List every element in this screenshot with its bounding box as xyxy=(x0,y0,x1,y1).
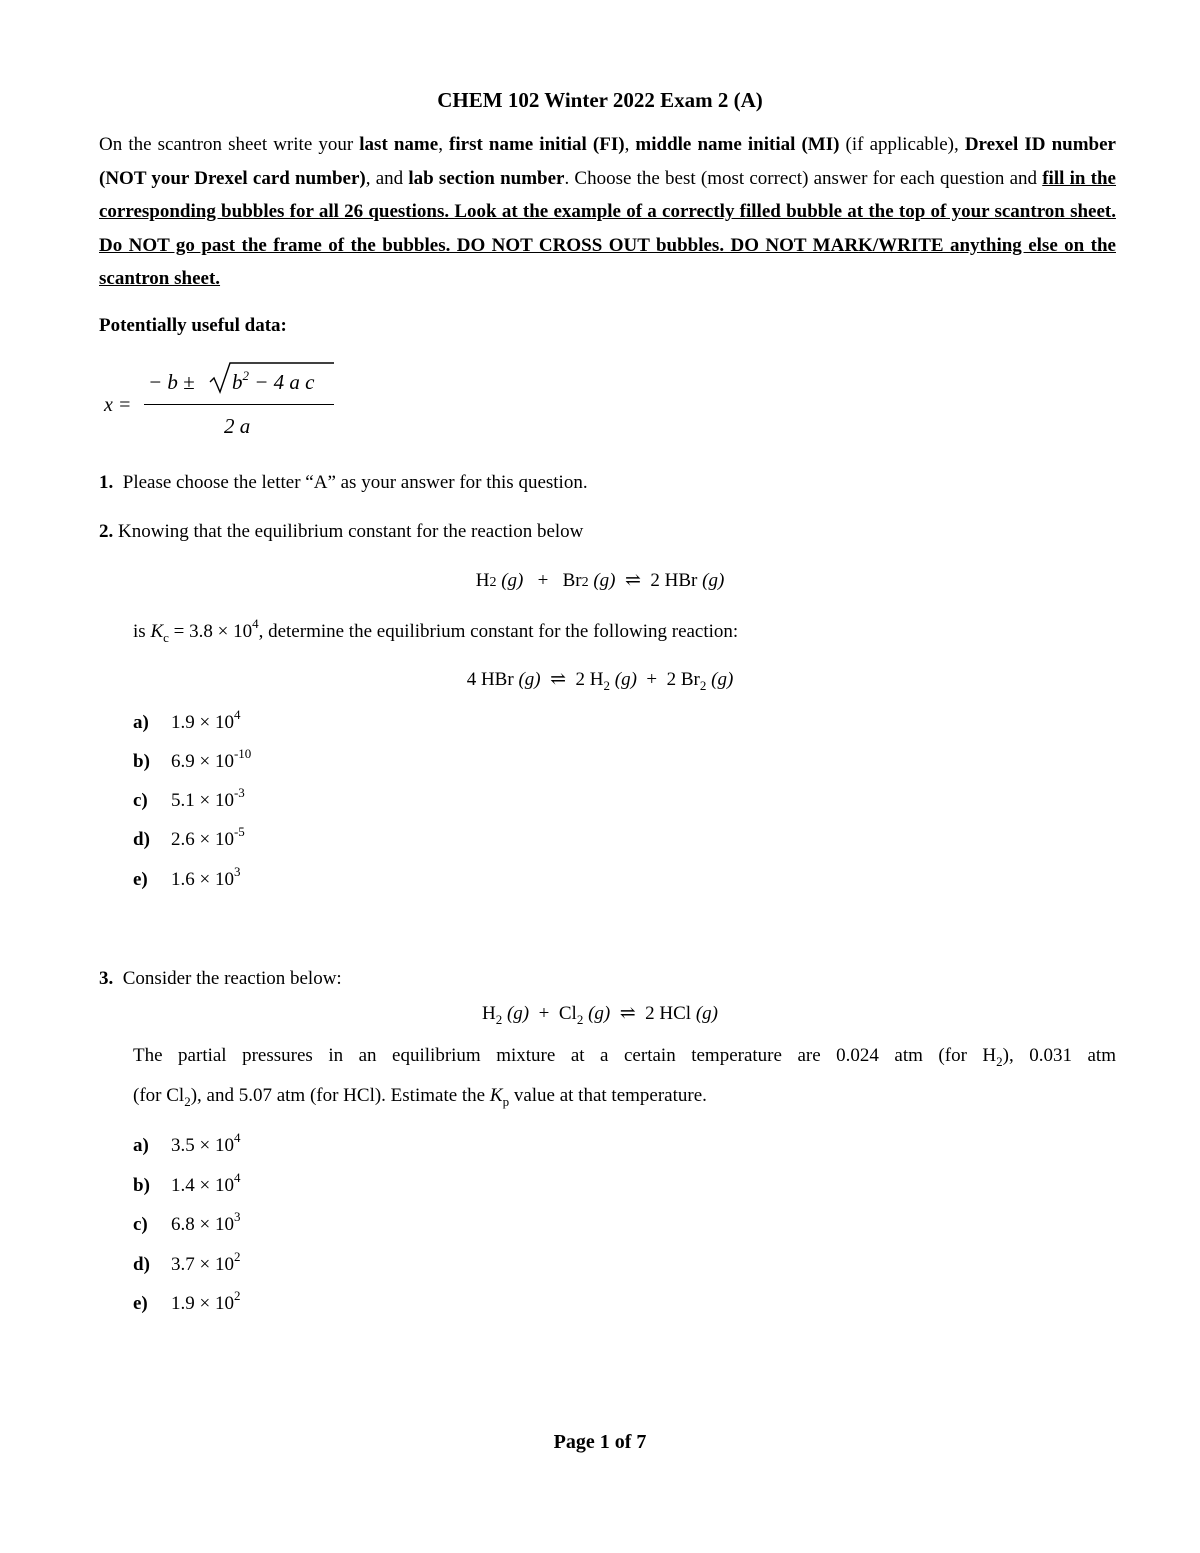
q2-option-b xyxy=(133,746,252,773)
quadratic-formula xyxy=(100,356,350,446)
instr-bubble-rules: fill in the corresponding bubbles for all 26 questions. Look at the example of a correctly filled bubble at the top of your scantron sheet. Do NOT go past the frame of the bubbles. DO NOT CROSS OUT bubbles. DO NOT MARK/WRITE anything else on the scantron sheet. xyxy=(99,167,1116,289)
q2-r2-g1: (g) xyxy=(518,669,541,690)
q2-r2-g2: (g) xyxy=(614,669,637,690)
q3-reaction xyxy=(0,1002,1200,1025)
q2-r2-g3: (g) xyxy=(711,669,734,690)
option-value: 1.4 × 10 xyxy=(171,1175,234,1196)
option-exponent: 3 xyxy=(233,864,241,879)
q3-body-2c: value at that temperature. xyxy=(509,1085,707,1106)
instructions xyxy=(99,128,1116,296)
q3-r-plus: + xyxy=(538,1003,550,1024)
q3-body-line-2 xyxy=(133,1085,707,1107)
formula-numerator xyxy=(148,370,195,395)
q2-r1-product: 2 HBr xyxy=(650,570,698,591)
question-1-number: 1. xyxy=(99,472,114,493)
option-exponent: -3 xyxy=(233,785,245,800)
option-letter: a) xyxy=(133,712,149,733)
option-exponent: 3 xyxy=(233,1209,241,1224)
page-title: CHEM 102 Winter 2022 Exam 2 (A) xyxy=(437,88,763,112)
option-exponent: 4 xyxy=(233,1130,241,1145)
option-exponent: 2 xyxy=(233,1288,241,1303)
formula-neg-b: − b ± xyxy=(148,370,195,394)
q3-r-cl: Cl xyxy=(558,1003,577,1024)
equilibrium-arrow-icon: ⇌ xyxy=(619,1003,636,1024)
formula-radicand-exp: 2 xyxy=(242,368,249,383)
option-value: 1.6 × 10 xyxy=(171,869,234,890)
q2-option-c xyxy=(133,785,245,812)
fraction-bar xyxy=(144,404,334,405)
formula-denominator: 2 a xyxy=(224,414,251,438)
instr-last-name: last name xyxy=(359,134,439,155)
q3-r-g1: (g) xyxy=(506,1003,530,1024)
instr-text-3: , xyxy=(438,134,450,155)
instr-text-1: On the scantron sheet write your xyxy=(99,134,360,155)
q2-kc-prefix: is xyxy=(133,621,151,642)
q3-body-1: The partial pressures in an equilibrium mixture at a certain temperature are 0.024 atm (for H xyxy=(133,1045,997,1066)
q3-body-2b: ), and 5.07 atm (for HCl). Estimate the xyxy=(190,1085,490,1106)
q2-kc-exp: 4 xyxy=(252,616,259,631)
option-letter: c) xyxy=(133,1214,148,1235)
q2-r1-g2: (g) xyxy=(593,570,616,591)
q2-r1-h: H xyxy=(475,570,490,591)
q3-option-e xyxy=(133,1288,241,1315)
q3-r-product: 2 HCl xyxy=(645,1003,692,1024)
option-letter: b) xyxy=(133,751,150,772)
equilibrium-arrow-icon: ⇌ xyxy=(624,570,641,591)
q2-option-d xyxy=(133,824,245,851)
q3-option-d xyxy=(133,1249,241,1276)
option-letter: d) xyxy=(133,1254,150,1275)
q3-r-h: H xyxy=(482,1003,496,1024)
q2-r2-br-sub: 2 xyxy=(699,678,707,693)
question-2 xyxy=(99,521,583,543)
q3-option-b xyxy=(133,1170,241,1197)
instr-text-7: (if applicable), xyxy=(839,134,965,155)
q3-r-g3: (g) xyxy=(695,1003,718,1024)
q3-body-mid-1: ), 0.031 atm xyxy=(1002,1045,1116,1066)
q2-kc-statement xyxy=(133,616,739,645)
q2-r2-plus: + xyxy=(646,669,658,690)
q3-option-a xyxy=(133,1130,241,1157)
option-exponent: 4 xyxy=(233,707,241,722)
q3-body-sub-2: 2 xyxy=(184,1094,191,1109)
q2-r1-g1: (g) xyxy=(501,570,524,591)
q2-option-e xyxy=(133,864,241,891)
option-value: 2.6 × 10 xyxy=(171,829,234,850)
option-letter: a) xyxy=(133,1135,149,1156)
option-exponent: -5 xyxy=(233,824,245,839)
instr-text-5: , xyxy=(624,134,636,155)
question-2-number: 2. xyxy=(99,521,114,542)
instr-text-11: . Choose the best (most correct) answer for each question and xyxy=(564,167,1043,189)
q2-r2-reactant: 4 HBr xyxy=(466,669,514,690)
useful-data-label: Potentially useful data: xyxy=(99,315,287,336)
formula-lhs: x = xyxy=(104,394,132,416)
q2-r1-plus: + xyxy=(537,570,549,591)
q3-body-line-1 xyxy=(133,1045,1116,1067)
q3-body-sub-1: 2 xyxy=(996,1054,1003,1069)
q2-kc-value: = 3.8 × 10 xyxy=(168,621,253,642)
formula-radicand-rest: − 4 a c xyxy=(249,370,315,394)
q2-r2-h-sub: 2 xyxy=(603,678,610,693)
question-3 xyxy=(99,968,342,990)
q2-reaction-1 xyxy=(0,569,1200,592)
q2-kc-suffix: , determine the equilibrium constant for the following reaction: xyxy=(258,621,739,642)
option-letter: d) xyxy=(133,829,150,850)
option-value: 5.1 × 10 xyxy=(171,790,234,811)
instr-middle-initial: middle name initial (MI) xyxy=(635,134,840,155)
q2-r1-br-sub: 2 xyxy=(581,575,589,590)
instr-first-initial: first name initial (FI) xyxy=(449,134,625,155)
question-2-text: Knowing that the equilibrium constant for the reaction below xyxy=(118,521,584,542)
q2-reaction-2 xyxy=(0,668,1200,691)
option-value: 3.5 × 10 xyxy=(171,1135,234,1156)
formula-radicand xyxy=(232,370,315,395)
option-exponent: 2 xyxy=(233,1249,241,1264)
question-1-text: Please choose the letter “A” as your answer for this question. xyxy=(122,472,588,493)
option-letter: b) xyxy=(133,1175,150,1196)
q2-kc-symbol: K xyxy=(150,621,164,642)
q3-r-g2: (g) xyxy=(588,1003,611,1024)
option-letter: e) xyxy=(133,1293,148,1314)
option-value: 3.7 × 10 xyxy=(171,1254,234,1275)
q2-option-a xyxy=(133,707,241,734)
option-value: 1.9 × 10 xyxy=(171,1293,234,1314)
instr-text-9: , and xyxy=(365,167,409,189)
q3-kp-sub: p xyxy=(502,1094,510,1109)
option-exponent: 4 xyxy=(233,1170,241,1185)
question-3-text: Consider the reaction below: xyxy=(122,968,342,989)
option-letter: c) xyxy=(133,790,148,811)
page-number: Page 1 of 7 xyxy=(553,1431,647,1453)
q3-kp-symbol: K xyxy=(489,1085,503,1106)
formula-radicand-b: b xyxy=(232,370,243,394)
instr-lab-section: lab section number xyxy=(408,167,565,189)
q3-r-cl-sub: 2 xyxy=(576,1012,584,1027)
q2-r2-h: 2 H xyxy=(575,669,604,690)
option-value: 6.8 × 10 xyxy=(171,1214,234,1235)
equilibrium-arrow-icon: ⇌ xyxy=(550,669,567,690)
option-value: 1.9 × 10 xyxy=(171,712,234,733)
q3-body-2a: (for Cl xyxy=(133,1085,185,1106)
q3-r-h-sub: 2 xyxy=(495,1012,503,1027)
q2-r2-br: 2 Br xyxy=(666,669,700,690)
q2-kc-sub: c xyxy=(163,630,169,645)
question-3-number: 3. xyxy=(99,968,114,989)
q2-r1-g3: (g) xyxy=(702,570,725,591)
q2-r1-br: Br xyxy=(562,570,582,591)
question-1 xyxy=(99,472,588,494)
q2-r1-h-sub: 2 xyxy=(489,575,497,590)
option-exponent: -10 xyxy=(233,746,252,761)
option-value: 6.9 × 10 xyxy=(171,751,234,772)
instr-drexel-id: Drexel ID number (NOT your Drexel card number) xyxy=(99,134,1116,189)
q3-option-c xyxy=(133,1209,241,1236)
option-letter: e) xyxy=(133,869,148,890)
